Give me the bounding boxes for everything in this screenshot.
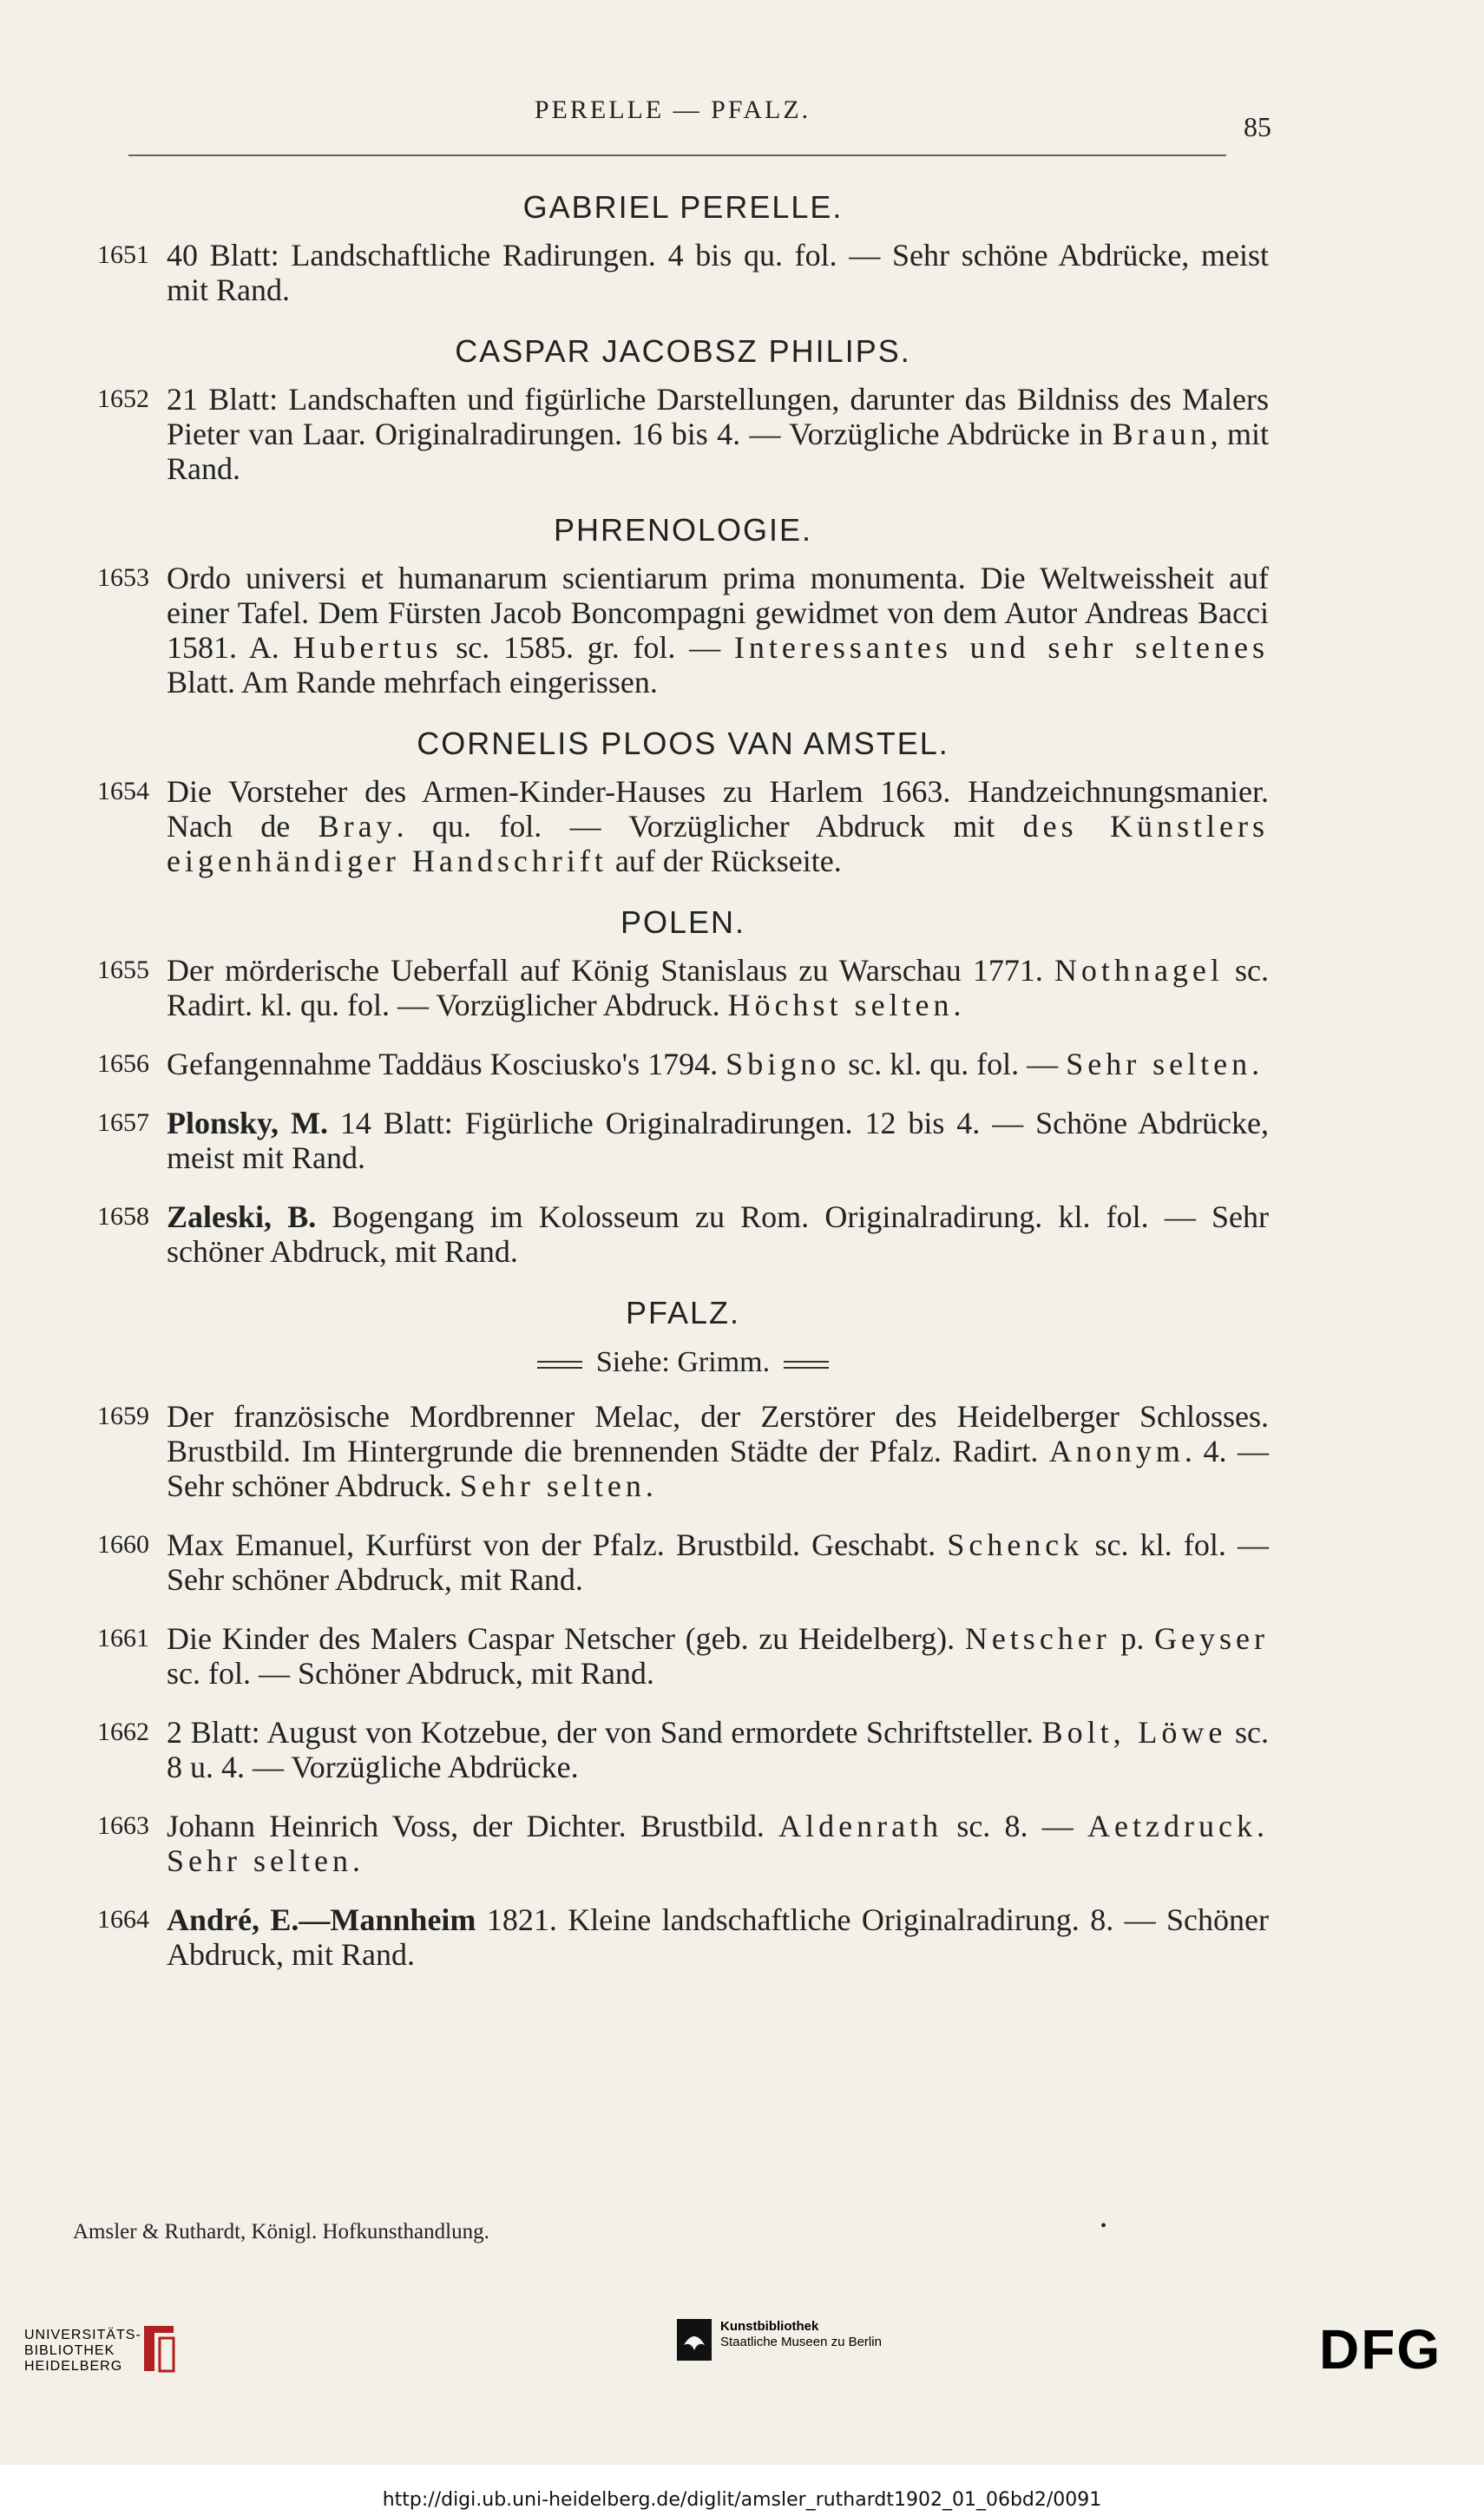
entry-text: p. — [1110, 1621, 1155, 1656]
entry-number: 1656 — [97, 1049, 149, 1078]
catalogue-entry — [97, 1621, 1269, 1691]
entry-number: 1663 — [97, 1811, 149, 1840]
entry-text: 21 Blatt: Landschaften und figürliche Darstellungen, darunter das Bildniss des Malers Pieter van Laar. Originalradirungen. 16 bis 4. — Vorzügliche Abdrücke in — [167, 382, 1269, 451]
entry-number: 1651 — [97, 240, 149, 269]
double-rule-right — [784, 1361, 829, 1369]
catalogue-entry — [97, 1047, 1269, 1081]
entry-artist: André, E.—Mannheim — [167, 1902, 476, 1937]
section-heading: GABRIEL PERELLE. — [522, 189, 844, 225]
entry-spaced-text: Bolt, Löwe — [1041, 1715, 1227, 1750]
entry-text: sc. 1585. gr. fol. — — [442, 630, 734, 665]
entry-spaced-text: des Künstlers eigenhändiger Handschrift — [167, 809, 1269, 878]
kunstbibliothek-logo — [677, 2319, 882, 2350]
source-url-link[interactable]: http://digi.ub.uni-heidelberg.de/diglit/amsler_ruthardt1902_01_06bd2/0091 — [382, 2489, 1102, 2511]
publisher-footer: Amsler & Ruthardt, Königl. Hofkunsthandlung. — [73, 2220, 489, 2243]
catalogue-entry — [97, 1809, 1269, 1878]
entry-text: sc. kl. qu. fol. — — [840, 1047, 1067, 1081]
running-title: PERELLE — PFALZ. — [534, 95, 811, 124]
entry-spaced-text: Anonym — [1048, 1434, 1185, 1468]
entry-text: Ordo universi et humanarum scientiarum prima monumenta. Die Weltweissheit auf einer Tafel. Dem Fürsten Jacob Boncompagni gewidmet von dem Autor Andreas Bacci 1581. A. — [167, 561, 1269, 665]
cross-reference — [97, 1343, 1269, 1382]
kb-subtitle: Staatliche Museen zu Berlin — [720, 2335, 882, 2349]
entry-text: 1821. Kleine landschaftliche Originalradirung. 8. — Schöner Abdruck, mit Rand. — [167, 1902, 1269, 1972]
entry-text: . qu. fol. — Vorzüglicher Abdruck mit — [396, 809, 1023, 844]
ub-logo-line: UNIVERSITÄTS- — [24, 2328, 141, 2342]
entry-text: auf der Rückseite. — [607, 844, 842, 878]
entry-text: Die Vorsteher des Armen-Kinder-Hauses zu Harlem 1663. Handzeichnungsmanier. Nach de — [167, 774, 1269, 844]
entry-spaced-text: Interessantes und sehr seltenes — [733, 630, 1270, 665]
entry-text: . — [645, 1468, 653, 1503]
catalogue-entry — [97, 1902, 1269, 1972]
entry-spaced-text: Aetzdruck. Sehr selten — [167, 1809, 1269, 1878]
section-heading: CASPAR JACOBSZ PHILIPS. — [455, 333, 911, 369]
entry-number: 1658 — [97, 1202, 149, 1231]
entry-spaced-text: Sehr selten — [1066, 1047, 1252, 1081]
entry-text: sc. fol. — Schöner Abdruck, mit Rand. — [167, 1656, 654, 1691]
eagle-icon — [677, 2319, 712, 2361]
entry-number: 1653 — [97, 563, 149, 592]
entry-text: . — [1251, 1047, 1260, 1081]
entry-spaced-text: Geyser — [1154, 1621, 1270, 1656]
entry-text: Die Kinder des Malers Caspar Netscher (geb. zu Heidelberg). — [167, 1621, 965, 1656]
entry-text: Der mörderische Ueberfall auf König Stanislaus zu Warschau 1771. — [167, 953, 1054, 988]
entry-spaced-text: Sehr selten — [459, 1468, 646, 1503]
entry-text: . — [953, 988, 962, 1022]
ub-logo-line: BIBLIOTHEK — [24, 2343, 115, 2358]
entry-number: 1655 — [97, 956, 149, 984]
entry-text: Blatt. Am Rande mehrfach eingerissen. — [167, 665, 658, 700]
entry-spaced-text: Netscher — [964, 1621, 1111, 1656]
header-rule — [128, 154, 1226, 156]
entry-artist: Zaleski, B. — [167, 1199, 317, 1234]
catalogue-entry — [97, 238, 1269, 307]
catalogue-entry — [97, 1199, 1269, 1269]
section-heading: PHRENOLOGIE. — [553, 512, 813, 548]
entry-number: 1661 — [97, 1624, 149, 1652]
entry-text: . 4. — Sehr schöner Abdruck. — [167, 1434, 1269, 1503]
entry-text: . — [351, 1843, 360, 1878]
catalogue-entry — [97, 1527, 1269, 1597]
kb-title: Kunstbibliothek — [720, 2319, 819, 2334]
entry-text: 2 Blatt: August von Kotzebue, der von Sand ermordete Schriftsteller. — [167, 1715, 1042, 1750]
entry-spaced-text: Höchst selten — [727, 988, 954, 1022]
ub-emblem-icon — [139, 2322, 179, 2375]
section-heading: PFALZ. — [625, 1295, 741, 1330]
entry-number: 1657 — [97, 1108, 149, 1137]
entry-spaced-text: Nothnagel — [1054, 953, 1224, 988]
ub-logo-line: HEIDELBERG — [24, 2359, 123, 2374]
entry-artist: Plonsky, M. — [167, 1106, 328, 1140]
entry-text: , mit Rand. — [167, 417, 1269, 486]
catalogue-entry — [97, 1399, 1269, 1503]
dfg-logo: DFG — [1319, 2318, 1442, 2381]
catalogue-entry — [97, 953, 1269, 1022]
entry-text: Max Emanuel, Kurfürst von der Pfalz. Brustbild. Geschabt. — [167, 1527, 948, 1562]
catalogue-body — [97, 187, 1269, 1996]
entry-spaced-text: Hubertus — [292, 630, 443, 665]
entry-spaced-text: Schenck — [947, 1527, 1084, 1562]
entry-spaced-text: Braun — [1112, 417, 1211, 451]
double-rule-left — [537, 1361, 582, 1369]
catalogue-entry — [97, 774, 1269, 878]
entry-number: 1652 — [97, 384, 149, 413]
catalogue-entry — [97, 1715, 1269, 1784]
entry-text: sc. Radirt. kl. qu. fol. — Vorzüglicher Abdruck. — [167, 953, 1269, 1022]
entry-text: Bogengang im Kolosseum zu Rom. Originalradirung. kl. fol. — Sehr schöner Abdruck, mit Rand. — [167, 1199, 1269, 1269]
cross-reference-text: Siehe: Grimm. — [595, 1346, 771, 1378]
page-number: 85 — [1244, 111, 1271, 142]
entry-text: Gefangennahme Taddäus Kosciusko's 1794. — [167, 1047, 726, 1081]
ub-heidelberg-logo — [24, 2328, 141, 2375]
entry-spaced-text: Bray — [318, 809, 397, 844]
entry-text: sc. 8 u. 4. — Vorzügliche Abdrücke. — [167, 1715, 1270, 1784]
entry-text: sc. kl. fol. — Sehr schöner Abdruck, mit Rand. — [167, 1527, 1270, 1597]
entry-spaced-text: Sbigno — [726, 1047, 841, 1081]
section-heading: CORNELIS PLOOS VAN AMSTEL. — [417, 726, 949, 761]
entry-text: 14 Blatt: Figürliche Originalradirungen. 12 bis 4. — Schöne Abdrücke, meist mit Rand. — [167, 1106, 1269, 1175]
section-heading: POLEN. — [620, 904, 746, 940]
catalogue-entry — [97, 1106, 1269, 1175]
entry-number: 1662 — [97, 1718, 149, 1746]
entry-number: 1659 — [97, 1402, 149, 1430]
catalogue-entry — [97, 382, 1269, 486]
entry-number: 1660 — [97, 1530, 149, 1559]
entry-text: 40 Blatt: Landschaftliche Radirungen. 4 bis qu. fol. — Sehr schöne Abdrücke, meist mit Rand. — [167, 238, 1269, 307]
entry-number: 1654 — [97, 777, 149, 805]
entry-text: Der französische Mordbrenner Melac, der Zerstörer des Heidelberger Schlosses. Brustbild. Im Hintergrunde die brennenden Städte der Pfalz. Radirt. — [167, 1399, 1269, 1468]
catalogue-entry — [97, 561, 1269, 700]
speck-mark: • — [1100, 2217, 1107, 2236]
entry-text: Johann Heinrich Voss, der Dichter. Brustbild. — [167, 1809, 779, 1843]
entry-number: 1664 — [97, 1905, 149, 1934]
entry-spaced-text: Aldenrath — [778, 1809, 943, 1843]
entry-text: sc. 8. — — [942, 1809, 1088, 1843]
